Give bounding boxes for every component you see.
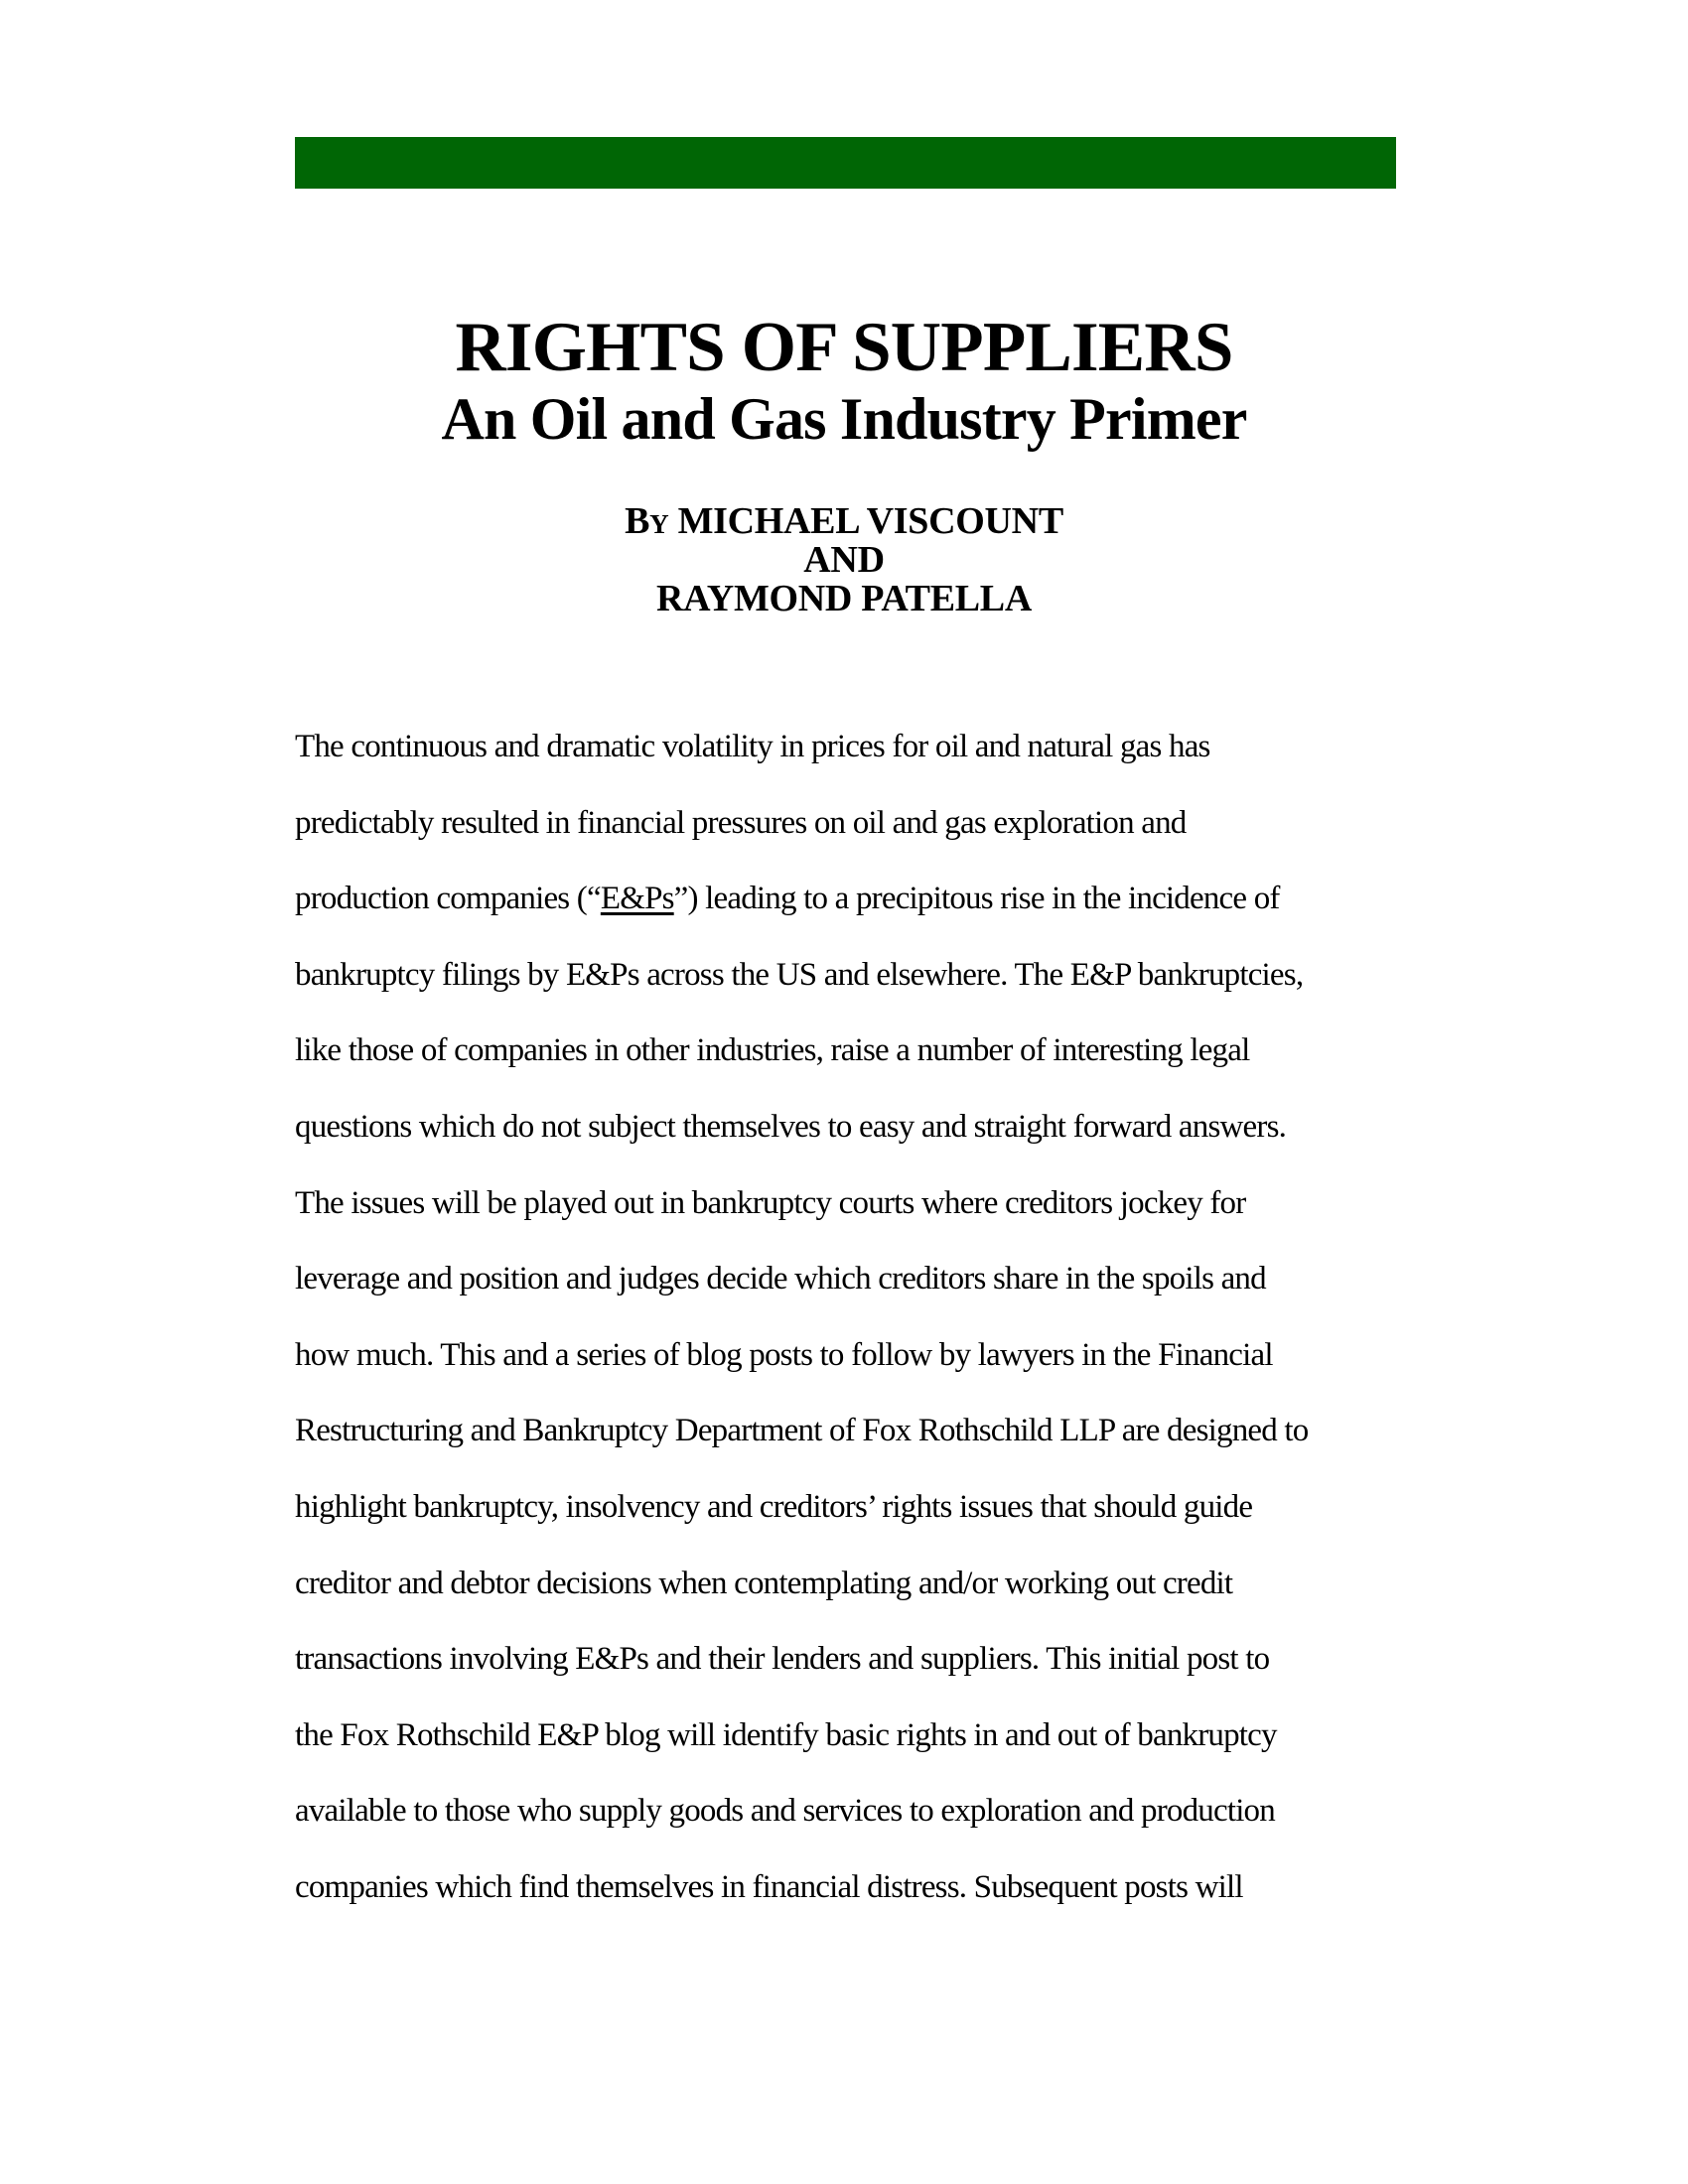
body-line-text: leverage and position and judges decide which creditors share in the spoils and — [295, 1261, 1266, 1297]
body-line-text: like those of companies in other industries, raise a number of interesting legal — [295, 1032, 1250, 1069]
body-line — [295, 1469, 1447, 1546]
body-line-text: companies which find themselves in financial distress. Subsequent posts will — [295, 1868, 1243, 1905]
body-line — [295, 1013, 1447, 1089]
byline-conjunction: AND — [803, 539, 885, 581]
body-line-text: Restructuring and Bankruptcy Department of Fox Rothschild LLP are designed to — [295, 1413, 1309, 1449]
byline-author-1-name: MICHAEL VISCOUNT — [677, 500, 1063, 542]
body-line — [295, 1165, 1447, 1242]
body-line — [295, 709, 1447, 785]
body-line — [295, 785, 1447, 862]
document-title: RIGHTS OF SUPPLIERS — [455, 309, 1233, 386]
byline-by-word: By — [625, 500, 669, 542]
body-text — [295, 709, 1447, 1926]
body-line-text: how much. This and a series of blog posts to follow by lawyers in the Financial — [295, 1336, 1273, 1373]
body-line — [295, 1241, 1447, 1317]
body-line — [295, 937, 1447, 1014]
body-line — [295, 1849, 1447, 1926]
body-line-text: creditor and debtor decisions when contemplating and/or working out credit — [295, 1565, 1233, 1601]
body-line-text: ”) leading to a precipitous rise in the incidence of — [673, 881, 1280, 917]
body-line — [295, 1773, 1447, 1849]
body-line-text: The continuous and dramatic volatility in prices for oil and natural gas has — [295, 729, 1210, 764]
header-accent-bar — [295, 137, 1396, 189]
byline — [0, 502, 1688, 618]
body-line-text: bankruptcy filings by E&Ps across the US and elsewhere. The E&P bankruptcies, — [295, 956, 1304, 993]
body-line-text: predictably resulted in financial pressures on oil and gas exploration and — [295, 804, 1187, 841]
byline-author-1 — [0, 502, 1688, 541]
body-line — [295, 1546, 1447, 1622]
body-line — [295, 1698, 1447, 1774]
defined-term-underlined: E&Ps — [600, 881, 674, 917]
body-line — [295, 1393, 1447, 1469]
byline-author-2: RAYMOND PATELLA — [656, 578, 1032, 619]
body-line-text: questions which do not subject themselves to easy and straight forward answers. — [295, 1108, 1287, 1145]
body-line — [295, 1089, 1447, 1165]
body-line-text: the Fox Rothschild E&P blog will identify basic rights in and out of bankruptcy — [295, 1716, 1277, 1753]
body-line — [295, 1621, 1447, 1698]
body-line-text: transactions involving E&Ps and their lenders and suppliers. This initial post to — [295, 1641, 1270, 1678]
body-line — [295, 861, 1447, 937]
document-subtitle: An Oil and Gas Industry Primer — [441, 386, 1247, 452]
body-line — [295, 1317, 1447, 1394]
body-line-text: available to those who supply goods and services to exploration and production — [295, 1793, 1275, 1830]
body-line-text: The issues will be played out in bankruptcy courts where creditors jockey for — [295, 1184, 1246, 1221]
body-line-text: highlight bankruptcy, insolvency and creditors’ rights issues that should guide — [295, 1488, 1253, 1525]
body-line-text: production companies (“ — [295, 881, 601, 917]
